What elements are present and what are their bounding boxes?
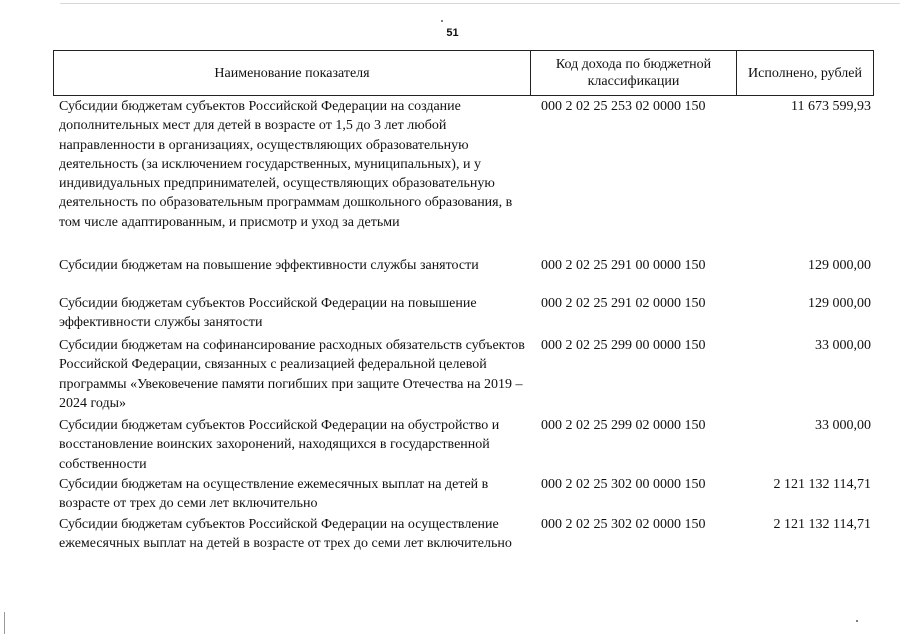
row-name: Субсидии бюджетам на софинансирование расходных обязательств субъектов Российской Федерации, связанных с реализацией федеральной целевой программы «Увековечение памяти погибших при защите Отечества на 2019 – 2024 годы»: [59, 338, 525, 411]
page-number: 51: [446, 27, 459, 39]
row-amount: 11 673 599,93: [791, 99, 871, 114]
row-code: 000 2 02 25 253 02 0000 150: [541, 99, 706, 114]
scan-speck: [441, 20, 443, 22]
row-name: Субсидии бюджетам на повышение эффективности службы занятости: [59, 258, 479, 273]
row-code: 000 2 02 25 299 02 0000 150: [541, 418, 706, 433]
header-code: Код дохода по бюджетной классификации: [531, 51, 737, 95]
scan-edge-top: [60, 3, 900, 4]
row-name: Субсидии бюджетам субъектов Российской Федерации на осуществление ежемесячных выплат на детей в возрасте от трех до семи лет включительно: [59, 517, 512, 552]
row-code: 000 2 02 25 291 00 0000 150: [541, 258, 706, 273]
table-header: [53, 50, 874, 96]
row-name: Субсидии бюджетам субъектов Российской Федерации на повышение эффективности службы занятости: [59, 296, 477, 331]
row-amount: 2 121 132 114,71: [773, 517, 871, 532]
row-name: Субсидии бюджетам субъектов Российской Федерации на обустройство и восстановление воинских захоронений, находящихся в государственной собственности: [59, 418, 500, 472]
row-amount: 2 121 132 114,71: [773, 477, 871, 492]
row-code: 000 2 02 25 302 00 0000 150: [541, 477, 706, 492]
row-name: Субсидии бюджетам субъектов Российской Федерации на создание дополнительных мест для детей в возрасте от 1,5 до 3 лет любой направленности в организациях, осуществляющих образовательную деятельность (за исключением государственных, муниципальных), и у индивидуальных предпринимателей, осуществляющих образовательную деятельность по образовательным программам дошкольного образования, в том числе адаптированным, и присмотр и уход за детьми: [59, 99, 513, 230]
row-amount: 33 000,00: [815, 338, 871, 353]
row-code: 000 2 02 25 302 02 0000 150: [541, 517, 706, 532]
header-amount: Исполнено, рублей: [748, 65, 862, 81]
header-name: Наименование показателя: [54, 51, 531, 95]
row-amount: 33 000,00: [815, 418, 871, 433]
row-code: 000 2 02 25 299 00 0000 150: [541, 338, 706, 353]
row-amount: 129 000,00: [808, 296, 871, 311]
row-name: Субсидии бюджетам на осуществление ежемесячных выплат на детей в возрасте от трех до семи лет включительно: [59, 477, 489, 512]
scan-speck: [856, 620, 858, 622]
row-amount: 129 000,00: [808, 258, 871, 273]
row-code: 000 2 02 25 291 02 0000 150: [541, 296, 706, 311]
scan-edge-left: [4, 612, 5, 634]
